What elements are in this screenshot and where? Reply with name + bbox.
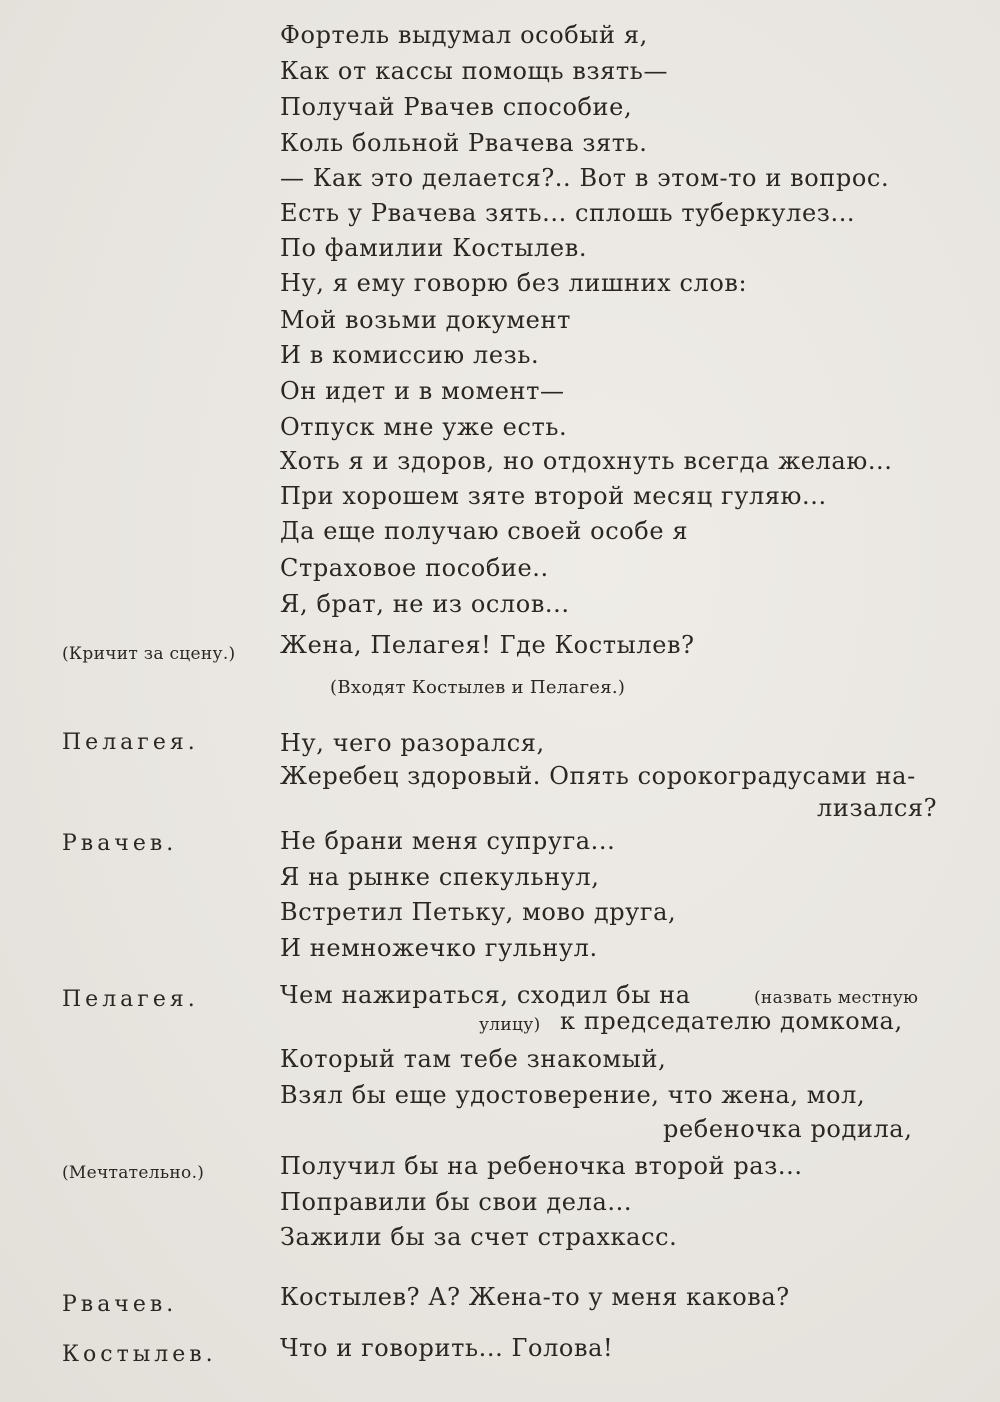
speaker-name: Пелагея. [62, 730, 199, 755]
verse-line: Ну, я ему говорю без лишних слов: [280, 269, 748, 297]
stage-note: (назвать местную [754, 988, 919, 1008]
verse-line: Который там тебе знакомый, [280, 1045, 667, 1073]
verse-line: Он идет и в момент— [280, 377, 565, 405]
speaker-name: Костылев. [62, 1342, 217, 1367]
verse-line: Коль больной Рвачева зять. [280, 129, 648, 157]
verse-line: И немножечко гульнул. [280, 934, 598, 962]
verse-line: Отпуск мне уже есть. [280, 413, 568, 441]
verse-line: — Как это делается?.. Вот в этом-то и вопрос. [280, 164, 890, 192]
verse-line: Мой возьми документ [280, 306, 571, 334]
verse-line-continuation: ребеночка родила, [663, 1115, 913, 1143]
verse-line: Поправили бы свои дела... [280, 1188, 633, 1216]
verse-line: Зажили бы за счет страхкасс. [280, 1223, 678, 1251]
verse-line: Что и говорить... Голова! [280, 1334, 614, 1362]
verse-line: Я, брат, не из ослов... [280, 590, 570, 618]
verse-line: Ну, чего разорался, [280, 729, 545, 757]
verse-line: Да еще получаю своей особе я [280, 517, 689, 545]
stage-direction: (Входят Костылев и Пелагея.) [330, 677, 626, 698]
verse-line: Жеребец здоровый. Опять сорокоградусами на- [280, 762, 916, 790]
verse-line: Не брани меня супруга... [280, 827, 616, 855]
verse-line: Страховое пособие.. [280, 554, 549, 582]
speaker-name: Рвачев. [62, 831, 178, 856]
speaker-name: Пелагея. [62, 987, 199, 1012]
verse-line: Получай Рвачев способие, [280, 93, 633, 121]
stage-note: улицу) [479, 1015, 541, 1035]
stage-remark: (Мечтательно.) [62, 1163, 205, 1183]
verse-line: Я на рынке спекульнул, [280, 863, 600, 891]
verse-line: Хоть я и здоров, но отдохнуть всегда желаю... [280, 447, 893, 475]
verse-line: Чем нажираться, сходил бы на [280, 981, 691, 1009]
verse-line: Взял бы еще удостоверение, что жена, мол, [280, 1081, 866, 1109]
verse-line: к председателю домкома, [560, 1007, 903, 1035]
stage-remark: (Кричит за сцену.) [62, 644, 236, 664]
verse-line: Жена, Пелагея! Где Костылев? [280, 631, 695, 659]
verse-line-continuation: лизался? [817, 794, 938, 822]
verse-line: При хорошем зяте второй месяц гуляю... [280, 482, 827, 510]
verse-line: Получил бы на ребеночка второй раз... [280, 1152, 803, 1180]
verse-line: И в комиссию лезь. [280, 341, 540, 369]
verse-line: Как от кассы помощь взять— [280, 57, 669, 85]
speaker-name: Рвачев. [62, 1292, 178, 1317]
verse-line: Есть у Рвачева зять... сплошь туберкулез... [280, 199, 856, 227]
verse-line: Встретил Петьку, мово друга, [280, 898, 677, 926]
verse-line: Фортель выдумал особый я, [280, 21, 648, 49]
verse-line: Костылев? А? Жена-то у меня какова? [280, 1283, 790, 1311]
verse-line: По фамилии Костылев. [280, 234, 588, 262]
